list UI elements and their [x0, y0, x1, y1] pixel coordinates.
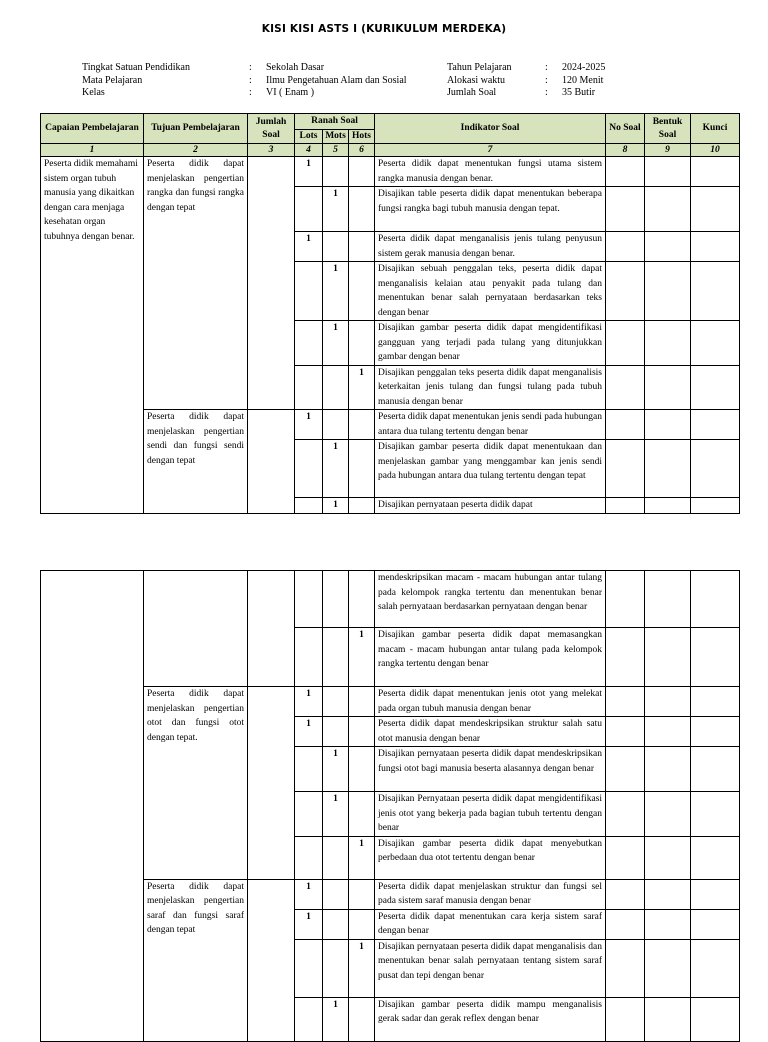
no-soal-cell — [606, 157, 645, 187]
meta-colon: : — [249, 87, 252, 98]
capaian-cell: Peserta didik memahami sistem organ tubuh manusia yang dikaitkan dengan cara menjaga kesehatan organ tubuhnya dengan benar. — [41, 157, 144, 514]
kunci-cell — [691, 262, 740, 321]
kunci-cell — [691, 410, 740, 440]
meta-right-values — [562, 62, 605, 100]
bentuk-soal-cell — [645, 157, 691, 187]
meta-value: Sekolah Dasar — [266, 62, 325, 73]
hots-mark — [349, 879, 375, 909]
no-soal-cell — [606, 939, 645, 997]
indikator-text: Disajikan gambar peserta didik dapat menyebutkan perbedaan dua otot tertentu dengan benar — [375, 836, 606, 879]
kunci-cell — [691, 321, 740, 366]
hots-mark — [349, 909, 375, 939]
lots-mark — [295, 939, 323, 997]
header-ranah-soal: Ranah Soal — [295, 114, 375, 130]
indikator-text: Peserta didik dapat menentukan jenis sendi pada hubungan antara dua tulang tertentu dengan benar — [375, 410, 606, 440]
kunci-cell — [691, 836, 740, 879]
lots-mark — [295, 997, 323, 1041]
col-num: 8 — [606, 144, 645, 157]
lots-mark — [295, 365, 323, 410]
indikator-text: Disajikan pernyataan peserta didik dapat mendeskripsikan fungsi otot bagi manusia beserta alasannya dengan benar — [375, 747, 606, 792]
lots-mark — [295, 792, 323, 837]
no-soal-cell — [606, 232, 645, 262]
mots-mark — [323, 628, 349, 687]
lots-mark: 1 — [295, 157, 323, 187]
bentuk-soal-cell — [645, 410, 691, 440]
lots-mark — [295, 321, 323, 366]
bentuk-soal-cell — [645, 440, 691, 498]
meta-colon: : — [249, 74, 252, 86]
no-soal-cell — [606, 365, 645, 410]
lots-mark — [295, 836, 323, 879]
meta-value: Ilmu Pengetahuan Alam dan Sosial — [266, 74, 407, 86]
indikator-text: mendeskripsikan macam - macam hubungan antar tulang pada kelompok rangka tertentu dan menentukan benar salah pernyataan berdasarkan pernyataan dengan benar — [375, 571, 606, 628]
hots-mark — [349, 321, 375, 366]
kunci-cell — [691, 792, 740, 837]
mots-mark: 1 — [323, 321, 349, 366]
meta-colon: : — [249, 62, 252, 73]
meta-colon: : — [545, 87, 548, 98]
header-no-soal: No Soal — [606, 114, 645, 144]
no-soal-cell — [606, 440, 645, 498]
indikator-text: Disajikan table peserta didik dapat menentukan beberapa fungsi rangka bagi tubuh manusia dengan tepat. — [375, 187, 606, 232]
bentuk-soal-cell — [645, 836, 691, 879]
kunci-cell — [691, 365, 740, 410]
col-num: 2 — [144, 144, 248, 157]
lots-mark — [295, 440, 323, 498]
bentuk-soal-cell — [645, 909, 691, 939]
indikator-text: Disajikan Pernyataan peserta didik dapat mengidentifikasi jenis otot yang bekerja pada bagian tubuh tertentu dengan benar — [375, 792, 606, 837]
meta-right-colons — [545, 62, 548, 100]
header-kunci: Kunci — [691, 114, 740, 144]
indikator-row — [41, 410, 740, 440]
document-title: KISI KISI ASTS I (KURIKULUM MERDEKA) — [261, 23, 507, 35]
header-jumlah-soal: Jumlah Soal — [248, 114, 295, 144]
mots-mark — [323, 232, 349, 262]
bentuk-soal-cell — [645, 187, 691, 232]
kunci-cell — [691, 997, 740, 1041]
mots-mark — [323, 365, 349, 410]
no-soal-cell — [606, 747, 645, 792]
meta-label: Alokasi waktu — [447, 74, 506, 86]
meta-left-values — [266, 62, 407, 100]
indikator-text: Disajikan pernyataan peserta didik dapat menganalisis dan menentukan benar salah pernyataan tentang sistem saraf pusat dan tepi dengan benar — [375, 939, 606, 997]
lots-mark — [295, 747, 323, 792]
no-soal-cell — [606, 321, 645, 366]
no-soal-cell — [606, 262, 645, 321]
kisi-table-page-2 — [40, 570, 740, 1042]
col-num: 1 — [41, 144, 144, 157]
bentuk-soal-cell — [645, 792, 691, 837]
mots-mark — [323, 836, 349, 879]
lots-mark — [295, 262, 323, 321]
indikator-text: Disajikan gambar peserta didik dapat menentukaan dan menjelaskan gambar yang menggambar kan jenis sendi pada hubungan antara dua tulang tertentu dengan tepat — [375, 440, 606, 498]
mots-mark — [323, 157, 349, 187]
hots-mark — [349, 440, 375, 498]
bentuk-soal-cell — [645, 997, 691, 1041]
kunci-cell — [691, 687, 740, 717]
kunci-cell — [691, 747, 740, 792]
bentuk-soal-cell — [645, 232, 691, 262]
meta-left-colons — [249, 62, 252, 100]
meta-label: Tahun Pelajaran — [447, 62, 512, 73]
meta-colon: : — [545, 74, 548, 86]
hots-mark — [349, 262, 375, 321]
lots-mark: 1 — [295, 410, 323, 440]
kisi-table-page-1 — [40, 113, 740, 514]
indikator-text: Disajikan gambar peserta didik dapat memasangkan macam - macam hubungan antar tulang pada kelompok rangka tertentu dengan benar — [375, 628, 606, 687]
lots-mark: 1 — [295, 717, 323, 747]
no-soal-cell — [606, 187, 645, 232]
bentuk-soal-cell — [645, 717, 691, 747]
lots-mark — [295, 571, 323, 628]
header-tujuan: Tujuan Pembelajaran — [144, 114, 248, 144]
mots-mark: 1 — [323, 262, 349, 321]
col-num: 3 — [248, 144, 295, 157]
indikator-text: Peserta didik dapat menjelaskan struktur dan fungsi sel pada sistem saraf manusia dengan benar — [375, 879, 606, 909]
bentuk-soal-cell — [645, 498, 691, 514]
lots-mark — [295, 187, 323, 232]
mots-mark: 1 — [323, 997, 349, 1041]
bentuk-soal-cell — [645, 262, 691, 321]
mots-mark — [323, 717, 349, 747]
bentuk-soal-cell — [645, 879, 691, 909]
bentuk-soal-cell — [645, 747, 691, 792]
jumlah-soal-cell — [248, 410, 295, 514]
indikator-text: Peserta didik dapat menentukan fungsi utama sistem rangka manusia dengan benar. — [375, 157, 606, 187]
kunci-cell — [691, 879, 740, 909]
hots-mark: 1 — [349, 628, 375, 687]
meta-left-labels — [82, 62, 190, 100]
mots-mark: 1 — [323, 440, 349, 498]
hots-mark: 1 — [349, 836, 375, 879]
tujuan-cell: Peserta didik dapat menjelaskan pengertian rangka dan fungsi rangka dengan tepat — [144, 157, 248, 410]
mots-mark — [323, 879, 349, 909]
indikator-row — [41, 157, 740, 187]
lots-mark: 1 — [295, 232, 323, 262]
meta-value: 35 Butir — [562, 87, 596, 98]
kunci-cell — [691, 232, 740, 262]
hots-mark — [349, 157, 375, 187]
meta-label: Kelas — [82, 87, 105, 98]
jumlah-soal-cell — [248, 879, 295, 1041]
col-num: 5 — [323, 144, 349, 157]
mots-mark — [323, 939, 349, 997]
hots-mark — [349, 747, 375, 792]
lots-mark — [295, 628, 323, 687]
bentuk-soal-cell — [645, 939, 691, 997]
no-soal-cell — [606, 836, 645, 879]
hots-mark — [349, 187, 375, 232]
bentuk-soal-cell — [645, 571, 691, 628]
no-soal-cell — [606, 410, 645, 440]
hots-mark — [349, 687, 375, 717]
kunci-cell — [691, 939, 740, 997]
no-soal-cell — [606, 628, 645, 687]
jumlah-soal-cell — [248, 571, 295, 687]
mots-mark: 1 — [323, 187, 349, 232]
kunci-cell — [691, 187, 740, 232]
indikator-text: Peserta didik dapat menentukan cara kerja sistem saraf dengan benar — [375, 909, 606, 939]
hots-mark — [349, 571, 375, 628]
header-indikator: Indikator Soal — [375, 114, 606, 144]
header-mots: Mots — [323, 130, 349, 144]
col-num: 4 — [295, 144, 323, 157]
meta-label: Mata Pelajaran — [82, 74, 143, 86]
tujuan-cell: Peserta didik dapat menjelaskan pengertian saraf dan fungsi saraf dengan tepat — [144, 879, 248, 1041]
indikator-text: Peserta didik dapat menganalisis jenis tulang penyusun sistem gerak manusia dengan benar. — [375, 232, 606, 262]
kunci-cell — [691, 909, 740, 939]
mots-mark: 1 — [323, 498, 349, 514]
meta-label: Tingkat Satuan Pendidikan — [82, 62, 190, 73]
tujuan-cell: Peserta didik dapat menjelaskan pengertian otot dan fungsi otot dengan tepat. — [144, 687, 248, 880]
mots-mark: 1 — [323, 792, 349, 837]
indikator-row — [41, 879, 740, 909]
indikator-text: Disajikan pernyataan peserta didik dapat — [375, 498, 606, 514]
kunci-cell — [691, 717, 740, 747]
meta-value: 120 Menit — [562, 74, 604, 86]
kunci-cell — [691, 571, 740, 628]
header-capaian: Capaian Pembelajaran — [41, 114, 144, 144]
header-hots: Hots — [349, 130, 375, 144]
no-soal-cell — [606, 687, 645, 717]
col-num: 7 — [375, 144, 606, 157]
tujuan-cell — [144, 571, 248, 687]
indikator-text: Disajikan sebuah penggalan teks, peserta didik dapat menganalisis kelaian atau penyakit pada tulang dan menentukan benar salah pernyataan berdasarkan teks dengan benar — [375, 262, 606, 321]
header-bentuk-soal: Bentuk Soal — [645, 114, 691, 144]
hots-mark — [349, 232, 375, 262]
kunci-cell — [691, 628, 740, 687]
bentuk-soal-cell — [645, 628, 691, 687]
indikator-text: Disajikan gambar peserta didik dapat mengidentifikasi gangguan yang terjadi pada tulang yang ditunjukkan gambar dengan benar — [375, 321, 606, 366]
indikator-row — [41, 571, 740, 628]
meta-label: Jumlah Soal — [447, 87, 497, 98]
header-lots: Lots — [295, 130, 323, 144]
hots-mark: 1 — [349, 939, 375, 997]
col-num: 9 — [645, 144, 691, 157]
mots-mark — [323, 571, 349, 628]
tujuan-cell: Peserta didik dapat menjelaskan pengertian sendi dan fungsi sendi dengan tepat — [144, 410, 248, 514]
kunci-cell — [691, 440, 740, 498]
jumlah-soal-cell — [248, 157, 295, 410]
capaian-cell — [41, 571, 144, 1042]
lots-mark: 1 — [295, 909, 323, 939]
lots-mark: 1 — [295, 879, 323, 909]
indikator-text: Peserta didik dapat menentukan jenis otot yang melekat pada organ tubuh manusia dengan benar — [375, 687, 606, 717]
indikator-text: Peserta didik dapat mendeskripsikan struktur salah satu otot manusia dengan benar — [375, 717, 606, 747]
mots-mark — [323, 909, 349, 939]
no-soal-cell — [606, 717, 645, 747]
no-soal-cell — [606, 571, 645, 628]
jumlah-soal-cell — [248, 687, 295, 880]
meta-value: 2024-2025 — [562, 62, 606, 73]
bentuk-soal-cell — [645, 365, 691, 410]
hots-mark — [349, 997, 375, 1041]
hots-mark — [349, 410, 375, 440]
hots-mark — [349, 717, 375, 747]
hots-mark — [349, 498, 375, 514]
bentuk-soal-cell — [645, 687, 691, 717]
kunci-cell — [691, 157, 740, 187]
mots-mark — [323, 687, 349, 717]
indikator-text: Disajikan penggalan teks peserta didik dapat menganalisis keterkaitan jenis tulang dan fungsi tulang pada tubuh manusia dengan benar — [375, 365, 606, 410]
meta-value: VI ( Enam ) — [266, 87, 315, 98]
indikator-text: Disajikan gambar peserta didik mampu menganalisis gerak sadar dan gerak reflex dengan benar — [375, 997, 606, 1041]
no-soal-cell — [606, 909, 645, 939]
no-soal-cell — [606, 498, 645, 514]
indikator-row — [41, 687, 740, 717]
mots-mark: 1 — [323, 747, 349, 792]
meta-colon: : — [545, 62, 548, 73]
col-num: 10 — [691, 144, 740, 157]
kunci-cell — [691, 498, 740, 514]
hots-mark — [349, 792, 375, 837]
col-num: 6 — [349, 144, 375, 157]
bentuk-soal-cell — [645, 321, 691, 366]
mots-mark — [323, 410, 349, 440]
no-soal-cell — [606, 792, 645, 837]
hots-mark: 1 — [349, 365, 375, 410]
no-soal-cell — [606, 997, 645, 1041]
lots-mark: 1 — [295, 687, 323, 717]
no-soal-cell — [606, 879, 645, 909]
meta-right-labels — [447, 62, 512, 100]
lots-mark — [295, 498, 323, 514]
